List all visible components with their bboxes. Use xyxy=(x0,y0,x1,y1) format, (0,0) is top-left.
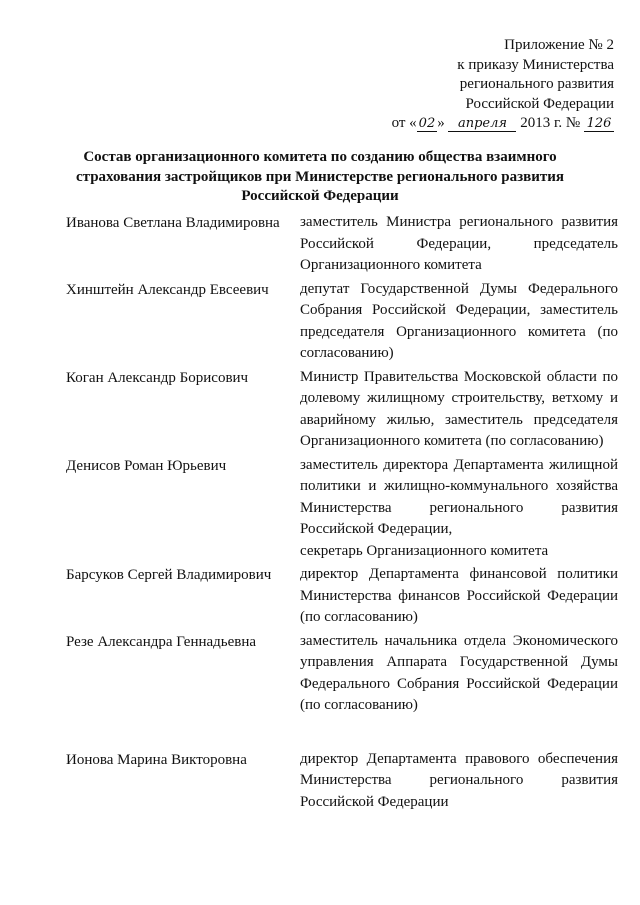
member-role: директор Департамента правового обеспечения Министерства регионального развития Российской Федерации xyxy=(300,750,618,810)
order-date-line xyxy=(374,114,614,134)
committee-members-list xyxy=(66,212,618,815)
appendix-ministry-line1: регионального развития xyxy=(459,76,614,92)
appendix-header xyxy=(374,36,614,134)
member-role: депутат Государственной Думы Федерального Собрания Российской Федерации, заместитель председателя Организационного комитета (по согласованию) xyxy=(300,280,618,361)
date-close: » xyxy=(437,115,445,131)
member-row xyxy=(66,455,618,563)
appendix-order-ref: к приказу Министерства xyxy=(457,56,614,73)
member-role-secretary: секретарь Организационного комитета xyxy=(300,542,549,559)
member-name: Барсуков Сергей Владимирович xyxy=(66,567,272,583)
member-name: Резе Александра Геннадьевна xyxy=(66,633,257,650)
handwritten-day: 02 xyxy=(418,116,436,131)
handwritten-order-number: 126 xyxy=(584,117,614,132)
member-name: Хинштейн Александр Евсеевич xyxy=(66,281,269,298)
member-role: Министр Правительства Московской области по долевому жилищному строительству, ветхому и аварийному жилью, заместитель председателя Организационного комитета (по согласованию) xyxy=(300,368,618,449)
handwritten-month: апреля xyxy=(448,117,516,132)
member-role: заместитель Министра регионального развития Российской Федерации, председатель Организационного комитета xyxy=(300,214,618,273)
appendix-ministry-line2: Российской Федерации xyxy=(465,95,614,112)
member-role: директор Департамента финансовой политики Министерства финансов Российской Федерации (по согласованию) xyxy=(300,566,618,625)
member-name: Ионова Марина Викторовна xyxy=(66,751,247,768)
member-name: Коган Александр Борисович xyxy=(66,369,249,386)
date-prefix: от « xyxy=(391,115,417,131)
member-name: Иванова Светлана Владимировна xyxy=(66,215,280,231)
member-row xyxy=(66,279,618,365)
date-year: 2013 г. № xyxy=(520,115,581,131)
member-row xyxy=(66,564,618,629)
member-row xyxy=(66,749,618,814)
member-row xyxy=(66,631,618,717)
member-role-block xyxy=(300,455,618,563)
member-row xyxy=(66,367,618,453)
document-title: Состав организационного комитета по созданию общества взаимного страхования застройщиков при Министерстве регионального развития Российской Федерации xyxy=(76,149,564,204)
member-role: заместитель директора Департамента жилищной политики и жилищно-коммунального хозяйства Министерства регионального развития Российской Федерации, xyxy=(300,456,618,537)
member-row xyxy=(66,212,618,277)
member-name: Денисов Роман Юрьевич xyxy=(66,457,227,474)
appendix-number: Приложение № 2 xyxy=(504,37,614,53)
member-role: заместитель начальника отдела Экономического управления Аппарата Государственной Думы Федерального Собрания Российской Федерации (по согласованию) xyxy=(300,632,618,713)
